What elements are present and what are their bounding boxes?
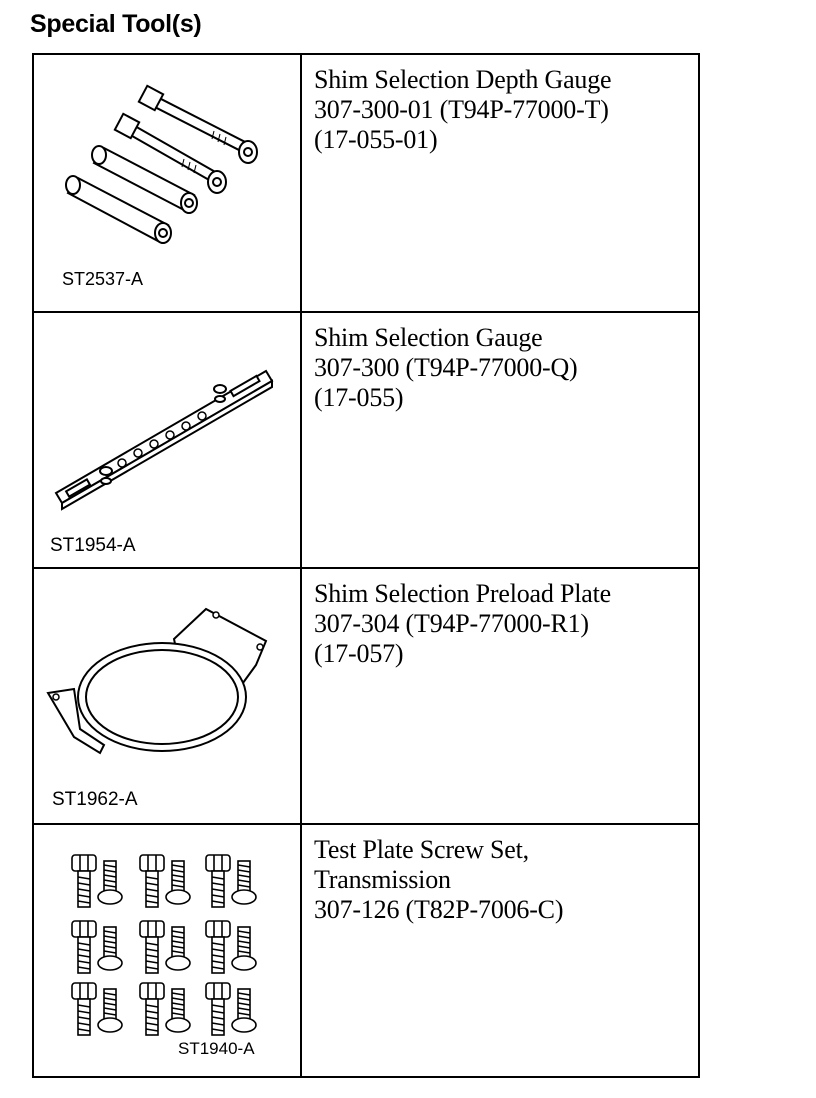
bolt-pair xyxy=(206,855,256,907)
preload-plate-icon xyxy=(34,569,298,823)
tool-part-number-alt: (17-057) xyxy=(314,639,404,668)
tool-image-cell xyxy=(34,825,302,1076)
tool-description-cell xyxy=(302,313,698,567)
tool-reference-number: ST2537-A xyxy=(62,269,144,289)
tool-part-number: 307-126 (T82P-7006-C) xyxy=(314,895,564,924)
tool-image-cell xyxy=(34,313,302,567)
tool-description-cell xyxy=(302,55,698,311)
bolt-pair xyxy=(72,983,122,1035)
table-row xyxy=(34,55,698,311)
tool-description-cell xyxy=(302,825,698,1076)
bolt-pair xyxy=(206,921,256,973)
table-row xyxy=(34,823,698,1076)
screw-set-icon xyxy=(34,825,298,1045)
bolt-pair xyxy=(140,855,190,907)
table-row xyxy=(34,567,698,823)
tool-image-cell xyxy=(34,569,302,823)
tool-name: Shim Selection Depth Gauge xyxy=(314,65,612,94)
tool-reference-number: ST1962-A xyxy=(52,789,138,810)
page-title: Special Tool(s) xyxy=(30,10,202,38)
tool-reference-number: ST1940-A xyxy=(178,1039,255,1058)
tool-part-number: 307-304 (T94P-77000-R1) xyxy=(314,609,589,638)
tool-part-number-alt: (17-055-01) xyxy=(314,125,438,154)
tool-part-number: 307-300-01 (T94P-77000-T) xyxy=(314,95,609,124)
bolt-pair xyxy=(140,921,190,973)
tool-part-number-alt: (17-055) xyxy=(314,383,404,412)
gauge-bar-icon xyxy=(34,313,298,567)
bolt-pair xyxy=(72,855,122,907)
tool-description-cell xyxy=(302,569,698,823)
tool-image-cell xyxy=(34,55,302,311)
tool-name-continued: Transmission xyxy=(314,865,451,894)
tool-name: Shim Selection Preload Plate xyxy=(314,579,611,608)
special-tools-table xyxy=(32,53,700,1078)
tool-reference-number: ST1954-A xyxy=(50,535,136,556)
bolt-pair xyxy=(206,983,256,1035)
bolt-pair xyxy=(72,921,122,973)
tool-name: Shim Selection Gauge xyxy=(314,323,543,352)
table-row xyxy=(34,311,698,567)
tool-part-number: 307-300 (T94P-77000-Q) xyxy=(314,353,578,382)
tool-name: Test Plate Screw Set, xyxy=(314,835,529,864)
bolt-pair xyxy=(140,983,190,1035)
